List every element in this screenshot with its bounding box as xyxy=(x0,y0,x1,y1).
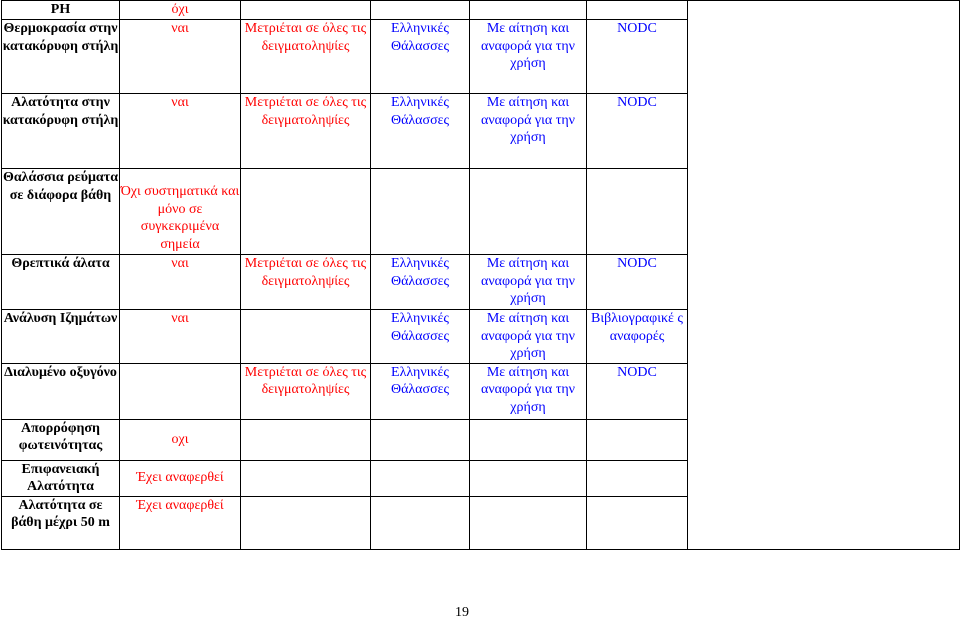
frequency-cell xyxy=(241,496,371,549)
access-cell xyxy=(470,496,587,549)
access-cell xyxy=(470,169,587,255)
frequency-cell xyxy=(241,460,371,496)
access-cell xyxy=(470,1,587,20)
measured-cell: ναι xyxy=(120,94,241,169)
measured-cell: ναι xyxy=(120,310,241,364)
source-cell: Βιβλιογραφικέ ς αναφορές xyxy=(587,310,688,364)
param-depth-salinity: Αλατότητα σε βάθη μέχρι 50 m xyxy=(2,496,120,549)
measured-cell: ναι xyxy=(120,20,241,94)
frequency-cell: Μετριέται σε όλες τις δειγματοληψίες xyxy=(241,20,371,94)
area-cell: Ελληνικές Θάλασσες xyxy=(371,20,470,94)
source-cell xyxy=(587,169,688,255)
source-cell: NODC xyxy=(587,20,688,94)
table-row xyxy=(2,1,960,20)
source-cell xyxy=(587,419,688,460)
frequency-cell xyxy=(241,169,371,255)
frequency-cell: Μετριέται σε όλες τις δειγματοληψίες xyxy=(241,94,371,169)
access-cell: Με αίτηση και αναφορά για την χρήση xyxy=(470,363,587,419)
param-surface-salinity: Επιφανειακή Αλατότητα xyxy=(2,460,120,496)
param-salinity-column: Αλατότητα στην κατακόρυφη στήλη xyxy=(2,94,120,169)
param-sediments: Ανάλυση Ιζημάτων xyxy=(2,310,120,364)
source-cell: NODC xyxy=(587,363,688,419)
source-cell: NODC xyxy=(587,255,688,310)
param-temperature: Θερμοκρασία στην κατακόρυφη στήλη xyxy=(2,20,120,94)
param-light-absorption: Απορρόφηση φωτεινότητας xyxy=(2,419,120,460)
frequency-cell xyxy=(241,1,371,20)
source-cell xyxy=(587,496,688,549)
page-number: 19 xyxy=(455,605,469,620)
area-cell: Ελληνικές Θάλασσες xyxy=(371,310,470,364)
measured-cell: όχι xyxy=(120,1,241,20)
measured-cell: Όχι συστηματικά και μόνο σε συγκεκριμένα σημεία xyxy=(120,169,241,255)
area-cell: Ελληνικές Θάλασσες xyxy=(371,255,470,310)
access-cell: Με αίτηση και αναφορά για την χρήση xyxy=(470,20,587,94)
measured-cell xyxy=(120,363,241,419)
param-currents: Θαλάσσια ρεύματα σε διάφορα βάθη xyxy=(2,169,120,255)
access-cell xyxy=(470,460,587,496)
access-cell: Με αίτηση και αναφορά για την χρήση xyxy=(470,94,587,169)
data-table xyxy=(1,0,960,550)
measured-cell: ναι xyxy=(120,255,241,310)
param-nutrients: Θρεπτικά άλατα xyxy=(2,255,120,310)
access-cell: Με αίτηση και αναφορά για την χρήση xyxy=(470,310,587,364)
access-cell xyxy=(470,419,587,460)
access-cell: Με αίτηση και αναφορά για την χρήση xyxy=(470,255,587,310)
source-cell: NODC xyxy=(587,94,688,169)
measured-cell: Έχει αναφερθεί xyxy=(120,460,241,496)
area-cell: Ελληνικές Θάλασσες xyxy=(371,94,470,169)
frequency-cell xyxy=(241,419,371,460)
area-cell xyxy=(371,169,470,255)
param-oxygen: Διαλυμένο οξυγόνο xyxy=(2,363,120,419)
frequency-cell: Μετριέται σε όλες τις δειγματοληψίες xyxy=(241,363,371,419)
area-cell xyxy=(371,419,470,460)
area-cell xyxy=(371,1,470,20)
source-cell xyxy=(587,1,688,20)
source-cell xyxy=(587,460,688,496)
frequency-cell xyxy=(241,310,371,364)
param-ph: PH xyxy=(2,1,120,20)
area-cell: Ελληνικές Θάλασσες xyxy=(371,363,470,419)
empty-column xyxy=(688,1,960,550)
area-cell xyxy=(371,460,470,496)
area-cell xyxy=(371,496,470,549)
measured-cell: οχι xyxy=(120,419,241,460)
measured-cell: Έχει αναφερθεί xyxy=(120,496,241,549)
frequency-cell: Μετριέται σε όλες τις δειγματοληψίες xyxy=(241,255,371,310)
